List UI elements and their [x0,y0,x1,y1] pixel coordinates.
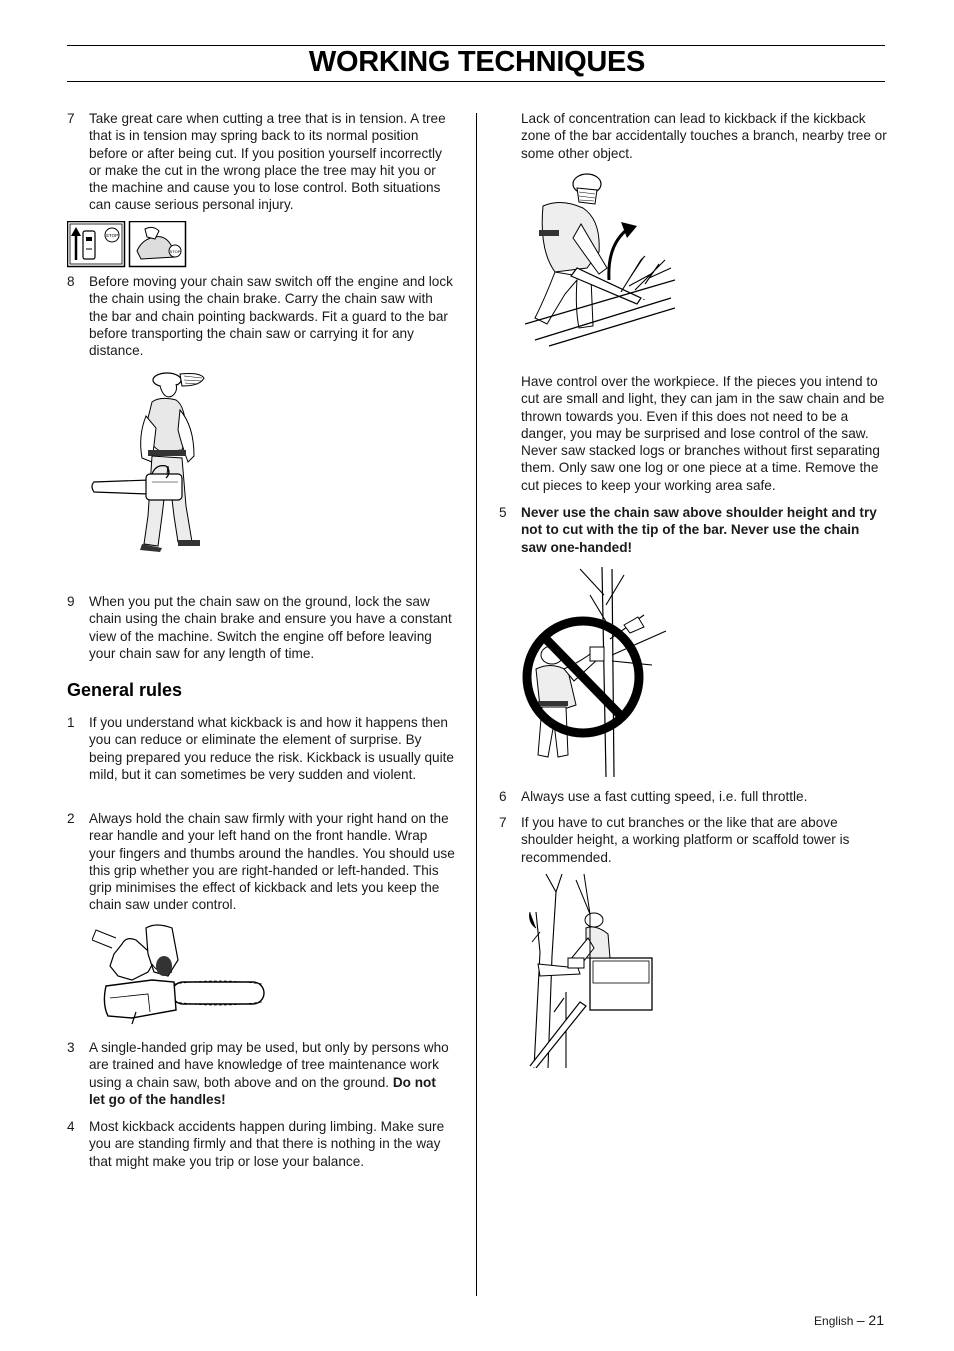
item-number: 8 [67,274,75,289]
paragraph: Have control over the workpiece. If the pieces you intend to cut are small and light, they can jam in the saw chain and be thrown towards you. Even if this does not need to be a danger, you may be surprised and lose control of the saw. Never saw stacked logs or branches without first separating them. Only saw one log or one piece at a time. Remove the cut pieces to keep your working area safe. [521,374,885,493]
item-number: 7 [499,815,507,830]
header-rule-bottom [67,81,885,82]
item-text: When you put the chain saw on the ground, lock the saw chain using the chain brake and ensure you have a constant view of the machine. Switch the engine off before leaving your chain saw for any length of time. [89,594,452,661]
item-number: 2 [67,811,75,826]
working-platform-illustration [528,872,656,1073]
carrying-chainsaw-illustration [90,366,215,561]
no-overhead-cutting-illustration [520,565,670,782]
page-title: WORKING TECHNIQUES [308,46,646,78]
platform-cutting-image [528,872,656,1068]
item-number: 3 [67,1040,75,1055]
item-text: Before moving your chain saw switch off the engine and lock the chain using the chain brake. Carry the chain saw with the bar and chain pointing backwards. Fit a guard to the bar before transporting the chain saw or carrying it for any distance. [89,274,453,359]
footer-language: English [814,1314,854,1328]
item-text: Always hold the chain saw firmly with your right hand on the rear handle and your left hand on the front handle. Wrap your fingers and thumbs around the handles. You should use this grip whether you are right-handed or left-handed. This grip minimises the effect of kickback and lets you keep the chain saw under control. [89,811,455,913]
item-text: Most kickback accidents happen during limbing. Make sure you are standing firmly and that there is nothing in the way that might make you trip or lose your balance. [89,1119,445,1169]
item-number: 1 [67,715,75,730]
item-text-bold: Do not let go of the handles! [89,1074,436,1107]
prohibited-overhead-cut-image [520,565,670,777]
item-text: Take great care when cutting a tree that is in tension. A tree that is in tension may spring back to its normal position before or after being cut. If you position yourself incorrectly or make the cut in the wrong place the tree may hit you or the machine and cause you to lose control. Both situations can cause serious personal injury. [89,111,446,213]
safety-icon-pair [67,221,187,268]
stop-label: STOP [105,233,119,238]
item-number: 7 [67,111,75,126]
item-text: Always use a fast cutting speed, i.e. full throttle. [521,789,808,804]
item-number: 9 [67,594,75,609]
item-text [89,1039,455,1108]
page-footer [814,1312,884,1328]
man-carrying-saw-image [90,366,215,556]
safety-icons [67,221,187,273]
item-text: Never use the chain saw above shoulder height and try not to cut with the tip of the bar. Never use the chain saw one-handed! [521,505,877,555]
item-number: 5 [499,505,507,520]
item-number: 6 [499,789,507,804]
limbing-kickback-illustration [525,168,675,355]
kickback-limbing-image [525,168,675,350]
section-heading: General rules [67,680,183,700]
paragraph: Lack of concentration can lead to kickback if the kickback zone of the bar accidentally touches a branch, nearby tree or some other object. [521,111,887,161]
item-text-regular: A single-handed grip may be used, but only by persons who are trained and have knowledge of tree maintenance work using a chain saw, both above and on the ground. [89,1040,449,1090]
stop-label: STOP [169,249,181,254]
column-divider [476,113,477,1296]
item-number: 4 [67,1119,75,1134]
item-text: If you have to cut branches or the like that are above shoulder height, a working platform or scaffold tower is recommended. [521,815,850,865]
page-number: – 21 [856,1312,884,1328]
hands-on-handles-image [92,920,274,1030]
grip-illustration [92,920,274,1035]
item-text: If you understand what kickback is and how it happens then you can reduce or eliminate the element of surprise. By being prepared you reduce the risk. Kickback is usually quite mild, but it can sometimes be very sudden and violent. [89,715,454,782]
